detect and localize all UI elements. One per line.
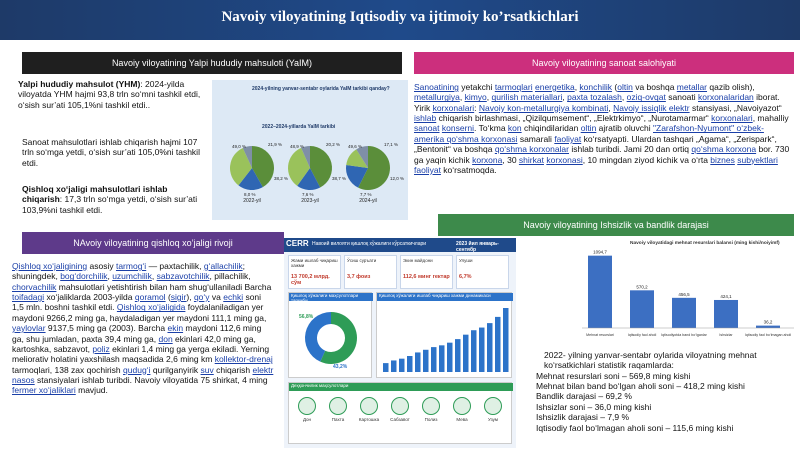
term-link[interactable]: qo‘y	[193, 292, 210, 303]
term-link[interactable]: faoliyat	[414, 164, 441, 175]
text-run: sanoati	[665, 92, 699, 103]
text-run: ,	[107, 271, 113, 282]
term-link[interactable]: oltin	[617, 82, 633, 92]
labor-bar-value: 456,5	[678, 291, 690, 297]
term-link[interactable]: chorvachilik	[12, 281, 57, 292]
text-run: , 30	[502, 154, 519, 165]
text-run: qazib olish),	[707, 82, 755, 92]
labor-bar	[756, 326, 780, 328]
term-link[interactable]: kollektor-drenaj	[214, 354, 273, 365]
cerr-tile-label: Ўсиш суръати	[347, 258, 377, 263]
text-run: ,	[608, 102, 614, 113]
labor-bar-value: 1094,7	[593, 249, 607, 255]
term-link[interactable]: qurilish materiallari	[491, 92, 563, 103]
yaim-pie-year: 2023-yil	[301, 198, 319, 204]
yaim-pie-label: 38,2 %	[274, 176, 289, 181]
yaim-p1-text: : 2024-yilda viloyatda YHM hajmi 93,8 trln so‘mni tashkil etdi, o‘sish sur’ati 105,1%ni tashkil etdi..	[18, 79, 201, 110]
yaim-pie-label: 7,7 %	[360, 192, 372, 197]
cerr-bar	[431, 347, 437, 372]
page-title: Navoiy viloyatining Iqtisodiy va ijtimoiy ko’rsatkichlari	[221, 9, 579, 25]
text-run: bor. 730 ga yaqin kichik	[414, 144, 790, 165]
term-link[interactable]: konserni	[441, 123, 475, 134]
term-link[interactable]: korxonalaridan	[698, 92, 754, 103]
labor-bar-category: Iqtisodiyotda band bo‘lganlar	[661, 333, 707, 337]
labor-bar-category: Ishsizlar	[719, 333, 733, 337]
yaim-paragraph-1	[18, 79, 208, 110]
text-run: ishlab turibdi. Jami 20 dan ortiq	[569, 144, 692, 155]
yaim-p3-bold: Qishloq xo‘jaligi mahsulotlari ishlab chiqarish	[22, 184, 168, 205]
cerr-logo: CERR	[286, 239, 309, 248]
yaim-pie-label: 38,7 %	[332, 176, 347, 181]
term-link[interactable]: "Zarafshon-Nyumont" o‘zbek-amerika qo‘shma korxonasi	[414, 123, 764, 144]
labor-bar-value: 570,2	[636, 284, 648, 290]
product-label: Сабзавот	[390, 417, 410, 422]
cerr-bar	[487, 323, 493, 372]
text-run: qurilganyirik	[150, 364, 201, 375]
cerr-product-item	[448, 395, 476, 439]
cerr-tile-value: 6,7%	[459, 274, 472, 280]
cerr-bottom-title: Деҳқончилик маҳсулотлари	[289, 383, 513, 391]
cerr-tile-label: Экин майдони	[403, 258, 433, 263]
yaim-p1-bold: Yalpi hududiy mahsulot (YHM)	[18, 79, 141, 89]
term-link[interactable]: tarmoqlari	[494, 82, 533, 92]
labor-bar-value: 36,2	[763, 319, 773, 325]
term-link[interactable]: Qishloq xo‘jaligida	[116, 302, 186, 313]
term-link[interactable]: elektr	[252, 364, 274, 375]
cerr-product-item	[386, 395, 414, 439]
text-run: (	[612, 82, 618, 92]
cerr-tile	[344, 255, 397, 289]
sanoat-paragraph	[414, 82, 794, 175]
term-link[interactable]: shirkat	[518, 154, 544, 165]
cerr-tiles	[288, 255, 512, 289]
title-banner	[0, 0, 800, 40]
product-icon	[329, 397, 347, 415]
cerr-tile	[456, 255, 509, 289]
term-link[interactable]: kimyo	[464, 92, 487, 103]
stats-line: Bandlik darajasi – 69,2 %	[536, 391, 632, 402]
term-link[interactable]: korxonalari	[711, 113, 753, 124]
cerr-product-item	[479, 395, 507, 439]
stats-intro: 2022- yilning yanvar-sentabr oylarida viloyatning mehnat ko‘rsatkichlari statistik raqamlarda:	[544, 350, 757, 371]
qishloq-paragraph	[12, 261, 274, 396]
cerr-bars-title: Қишлоқ хўжалиги ишлаб чиқариш хажми динамикаси	[377, 293, 513, 301]
labor-bar	[630, 290, 654, 328]
product-icon	[298, 397, 316, 415]
cerr-product-item	[355, 395, 383, 439]
cerr-icon-row	[293, 395, 509, 441]
text-run: stansiyasi, „Navoiyazot“	[689, 102, 782, 113]
yaim-pie-label: 49,6 %	[348, 144, 363, 149]
term-link[interactable]: korxonalari	[432, 102, 475, 113]
term-link[interactable]: energetika	[534, 82, 575, 92]
text-run: , 10 mingdan ziyod kichik va o‘rta	[582, 154, 711, 165]
cerr-bar	[495, 317, 501, 372]
text-run: maydoni 112,6 ming ga, shu jumladan, paxta 39,4 ming ga,	[12, 323, 262, 344]
term-link[interactable]: Navoiy kon-metallurgiya kombinati	[478, 102, 609, 113]
labor-bar-chart	[564, 248, 798, 348]
stats-line: Ishsizlar soni – 36,0 ming kishi	[536, 401, 652, 412]
text-run: mahsulotlari yetishtirish bilan ham shug‘ullaniladi Barcha	[56, 281, 272, 292]
cerr-donut-label: 43,2%	[333, 364, 348, 370]
term-link[interactable]: tarmog‘i	[115, 261, 147, 271]
cerr-bottom-panel	[288, 382, 512, 444]
header-ishsizlik	[438, 214, 794, 236]
text-run: ),	[186, 292, 194, 303]
yaim-card-sub: 2022–2024-yillarda YaIM tarkibi	[262, 124, 336, 130]
term-link[interactable]: oltin	[580, 123, 597, 134]
cerr-product-item	[324, 395, 352, 439]
product-label: Узум	[488, 417, 498, 422]
product-label: Пахта	[331, 417, 345, 422]
yaim-pie-label: 7,6 %	[302, 192, 314, 197]
yaim-pie-label: 17,1 %	[384, 142, 399, 147]
text-run: :	[474, 102, 479, 113]
text-run: — paxtachilik,	[146, 261, 204, 271]
cerr-product-item	[293, 395, 321, 439]
text-run: va boshqa	[632, 82, 677, 92]
yaim-p2-text: Sanoat mahsulotlari ishlab chiqarish hajmi 107 trln so‘mga yetdi, o‘sish sur’ati 105,0%ni tashkil etdi.	[22, 137, 200, 168]
term-link[interactable]: qudug‘i	[123, 364, 151, 375]
cerr-donut-title: Қишлоқ хўжалиги маҳсулотлари таркиби	[289, 293, 373, 301]
term-link[interactable]: poliz	[92, 343, 110, 354]
cerr-bar	[439, 345, 445, 372]
text-run: stansiyalari ishlab turibdi. Navoiy viloyatida 75 shirkat, 4 ming	[34, 374, 268, 385]
yaim-paragraph-3	[22, 184, 208, 215]
cerr-tile	[288, 255, 341, 289]
text-run: , pillachilik,	[209, 271, 251, 282]
text-run: ; shuningdek,	[12, 261, 245, 282]
yaim-pie-label: 8,0 %	[244, 192, 256, 197]
term-link[interactable]: korxona	[472, 154, 503, 165]
cerr-tile-label: Улуши	[459, 258, 473, 263]
stats-line: Mehnat bilan band bo‘lgan aholi soni – 418,2 ming kishi	[536, 381, 745, 392]
labor-bar	[672, 298, 696, 328]
yaim-pie-year: 2024-yil	[359, 198, 377, 204]
text-run: ekinlari 1,4 ming ga yerga ekiladi. Yerning meliorativ holatini yaxshilash maqsadida 2,6 ming km	[12, 343, 270, 365]
labor-stats	[536, 350, 798, 433]
term-link[interactable]: sabzavotchilik	[156, 271, 210, 282]
text-run: , mahalliy	[752, 113, 789, 124]
cerr-period: 2023 йил январь-сентябр	[456, 241, 499, 253]
cerr-bar	[391, 360, 397, 372]
term-link[interactable]: uzumchilik	[112, 271, 152, 282]
labor-bar-category: Mehnat resurslari	[586, 333, 614, 337]
term-link[interactable]: ishlab	[414, 113, 437, 124]
text-run: ,	[486, 92, 492, 103]
text-run: ko‘rsatmoqda.	[440, 164, 497, 175]
cerr-tile-value: 3,7 фоиз	[347, 274, 371, 280]
cerr-bar	[423, 350, 429, 372]
term-link[interactable]: qo‘shma korxonalar	[494, 144, 569, 155]
text-run: iborat. Yirik	[414, 92, 780, 113]
text-run: chiqindilaridan	[521, 123, 581, 134]
cerr-bar	[463, 335, 469, 372]
term-link[interactable]: paxta tozalash	[567, 92, 622, 103]
stats-line: Iqtisodiy faol bo‘lmagan aholi soni – 115,6 ming kishi	[536, 422, 734, 433]
text-run: (	[165, 292, 171, 303]
text-run: soni 1,5 mln. boshni tashkil etdi.	[12, 292, 262, 313]
text-run: . To‘kma	[474, 123, 508, 134]
cerr-bar	[383, 363, 389, 372]
cerr-bar	[415, 352, 421, 372]
term-link[interactable]: biznes	[710, 154, 735, 165]
text-run: ,	[151, 271, 157, 282]
term-link[interactable]: sigir	[170, 292, 187, 303]
term-link[interactable]: Qishloq xo‘jaligining	[12, 261, 88, 271]
text-run: ko‘rsatyapti. Ulardan tashqari „Agama“, „Zerispark“, „Bentonit“ va boshqa	[414, 133, 777, 155]
labor-bar-category: Iqtisodiy faol bo‘lmagan aholi	[744, 333, 792, 337]
term-link[interactable]: qoramol	[134, 292, 166, 303]
text-run: ,	[562, 92, 568, 103]
cerr-bar-chart	[377, 302, 513, 378]
yaim-pie-label: 21,9 %	[268, 142, 283, 147]
cerr-bar	[503, 308, 509, 372]
product-icon	[422, 397, 440, 415]
stats-line: Mehnat resurslari soni – 569,8 ming kishi	[536, 370, 691, 381]
cerr-bars-panel	[376, 292, 512, 378]
term-link[interactable]: yaylovlar	[12, 323, 46, 334]
text-run: ajratib oluvchi	[596, 123, 653, 134]
labor-bar-category: Iqtisodiy faol aholi	[627, 333, 657, 337]
term-link[interactable]: bog‘dorchilik	[60, 271, 108, 282]
term-link[interactable]: faoliyat	[554, 133, 582, 144]
term-link[interactable]: Navoiy issiqlik elektr	[613, 102, 690, 113]
term-link[interactable]: qo‘shma korxona	[691, 144, 757, 155]
text-run: ,	[574, 82, 580, 92]
cerr-bar	[471, 330, 477, 372]
yaim-paragraph-2	[22, 137, 208, 168]
cerr-product-item	[417, 395, 445, 439]
text-run: samarali	[517, 133, 555, 144]
cerr-tile-label: Жами ишлаб чиқариш хажми	[291, 258, 338, 268]
stats-line: Ishsizlik darajasi – 7,9 %	[536, 412, 630, 423]
header-yaim	[22, 52, 402, 74]
product-label: Дон	[302, 417, 312, 422]
yaim-pie-label: 49,0 %	[232, 144, 247, 149]
header-qishloq	[22, 232, 284, 254]
term-link[interactable]: kon	[507, 123, 522, 134]
text-run: chiqarish birlashmasi, „Qizilqumsement“, „Elektrkimyo“, „Nurotamarmar“	[436, 113, 712, 124]
text-run: tarmoqlari, 138 zax qochirish	[12, 364, 124, 375]
cerr-tile-value: 112,6 минг гектар	[403, 274, 450, 280]
cerr-tile	[400, 255, 453, 289]
term-link[interactable]: metallar	[676, 82, 708, 92]
text-run: va	[209, 292, 224, 303]
labor-chart-title: Navoiy viloyatidagi mehnat resurslari balansi (ming kishi/noiyimf)	[630, 241, 780, 246]
text-run: xo‘jaliklarda 2003-yilda	[44, 292, 135, 303]
text-run: foydalaniladigan yer maydoni 9266,2 ming ga, haydaladigan yer maydoni 111,1 ming ga,	[12, 302, 267, 323]
product-label: Полиз	[424, 417, 438, 422]
header-sanoat-label: Navoiy viloyatining sanoat salohiyati	[531, 58, 677, 68]
cerr-infographic	[284, 238, 516, 448]
cerr-tile-value: 13 700,2 млрд. сўм	[291, 274, 330, 286]
header-yaim-label: Navoiy viloyatining Yalpi hududiy mahsuloti (YaIM)	[111, 58, 313, 68]
term-link[interactable]: oziq-ovqat	[626, 92, 666, 103]
labor-bar	[588, 256, 612, 328]
cerr-bar	[479, 328, 485, 372]
cerr-heading: Навоий вилояти қишлоқ хўжалиги кўрсаткичлари	[312, 241, 427, 247]
cerr-bar	[447, 343, 453, 372]
yaim-pie-year: 2022-yil	[243, 198, 261, 204]
cerr-donut-panel	[288, 292, 372, 378]
yaim-p3-text: : 17,3 trln so‘mga yetdi, o‘sish sur’ati 103,9%ni tashkil etdi.	[22, 194, 198, 215]
cerr-bar	[399, 359, 405, 372]
header-qishloq-label: NAvoiy viloyatining qishloq xo’jaligi rivoji	[73, 238, 233, 248]
text-run: chiqarish	[213, 364, 253, 375]
product-icon	[391, 397, 409, 415]
term-link[interactable]: fermer xo‘jaliklari	[12, 385, 76, 396]
cerr-donut-chart	[289, 302, 373, 378]
term-link[interactable]: echki	[223, 292, 244, 303]
yaim-card-heading: 2024-yilning yanvar-sentabr oylarida YaIM tarkibi qanday?	[252, 86, 390, 92]
yaim-infographic	[212, 80, 408, 220]
text-run: ,	[621, 92, 627, 103]
term-link[interactable]: subyektlari	[737, 154, 778, 165]
cerr-bar	[407, 356, 413, 372]
yaim-pie-charts	[212, 130, 408, 220]
term-link[interactable]: suv	[200, 364, 214, 375]
term-link[interactable]: ekin	[167, 323, 184, 334]
term-link[interactable]: g‘allachilik	[203, 261, 243, 271]
term-link[interactable]: toifadagi	[12, 292, 45, 303]
text-run: asosiy	[87, 261, 116, 271]
term-link[interactable]: konchilik	[579, 82, 613, 92]
text-run: ekinlari 42,0 ming ga, kartoshka, sabzavot,	[12, 333, 256, 354]
term-link[interactable]: Sanoatining	[414, 82, 459, 92]
product-icon	[453, 397, 471, 415]
labor-chart-panel	[564, 240, 798, 350]
cerr-bar	[455, 339, 461, 372]
term-link[interactable]: korxonasi	[546, 154, 583, 165]
header-ishsizlik-label: Navoiy viloyatining Ishsizlik va bandlik darajasi	[523, 220, 709, 230]
product-icon	[360, 397, 378, 415]
yaim-pie-label: 48,9 %	[290, 144, 305, 149]
text-run: ,	[459, 92, 465, 103]
cerr-donut-label: 56,8%	[299, 314, 314, 320]
term-link[interactable]: metallurgiya	[414, 92, 460, 103]
product-icon	[484, 397, 502, 415]
term-link[interactable]: nasos	[12, 374, 35, 385]
yaim-pie-label: 20,2 %	[326, 142, 341, 147]
product-label: Картошка	[358, 417, 380, 422]
yaim-pie-label: 12,0 %	[390, 176, 405, 181]
text-run: yetakchi	[458, 82, 495, 92]
labor-bar	[714, 300, 738, 328]
text-run: mavjud.	[75, 385, 108, 396]
term-link[interactable]: sanoat	[414, 123, 440, 134]
header-sanoat	[414, 52, 794, 74]
text-run: 9137,5 ming ga (2003). Barcha	[45, 323, 168, 334]
product-label: Мева	[456, 417, 468, 422]
term-link[interactable]: don	[158, 333, 173, 344]
labor-bar-value: 424,1	[720, 293, 732, 299]
